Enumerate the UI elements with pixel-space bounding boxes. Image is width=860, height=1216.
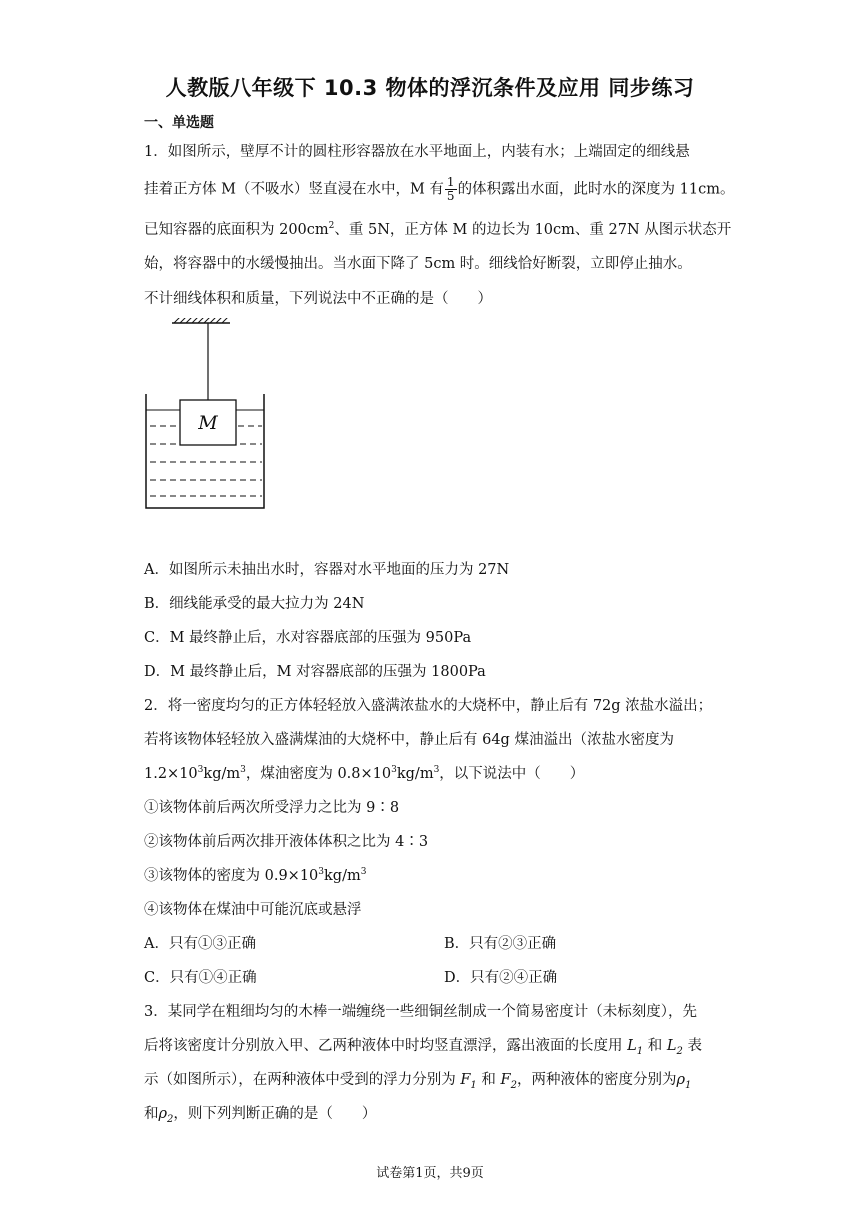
fraction-denominator: 5 bbox=[446, 189, 455, 203]
q1-option-d: D．M 最终静止后，M 对容器底部的压强为 1800Pa bbox=[144, 664, 486, 680]
fraction-one-fifth bbox=[445, 176, 457, 203]
q2-line-3d: kg/m bbox=[396, 766, 434, 782]
q2-statement-3b: kg/m bbox=[324, 868, 361, 884]
q2-statement-2: ②该物体前后两次排开液体体积之比为 4∶3 bbox=[144, 834, 429, 850]
var-l: L bbox=[627, 1038, 637, 1054]
section-heading: 一、单选题 bbox=[144, 115, 214, 131]
superscript: 3 bbox=[433, 765, 440, 776]
q2-statement-3a: ③该物体的密度为 0.9×10 bbox=[144, 868, 319, 884]
q3-line-2a: 后将该密度计分别放入甲、乙两种液体中时均竖直漂浮，露出液面的长度用 bbox=[144, 1038, 628, 1054]
q1-option-a: A．如图所示未抽出水时，容器对水平地面的压力为 27N bbox=[144, 562, 510, 578]
q1-line-2a: 挂着正方体 M（不吸水）竖直浸在水中，M 有 bbox=[144, 181, 444, 198]
superscript: 3 bbox=[360, 867, 367, 878]
q1-line-2b: 的体积露出水面，此时水的深度为 11cm。 bbox=[457, 181, 735, 198]
superscript: 3 bbox=[197, 765, 204, 776]
subscript: 2 bbox=[676, 1045, 683, 1057]
q2-line-3e: ，以下说法中（ ） bbox=[439, 766, 585, 782]
superscript: 3 bbox=[318, 867, 325, 878]
q3-line-4b: ，则下列判断正确的是（ ） bbox=[173, 1106, 377, 1122]
subscript: 1 bbox=[636, 1045, 644, 1057]
fraction-numerator: 1 bbox=[446, 175, 455, 189]
q2-line-3 bbox=[144, 762, 584, 783]
superscript: 3 bbox=[240, 765, 246, 776]
q2-option-b: B．只有②③正确 bbox=[444, 936, 557, 952]
subscript: 2 bbox=[510, 1079, 517, 1091]
q2-statement-3 bbox=[144, 864, 366, 885]
q1-option-c: C．M 最终静止后，水对容器底部的压强为 950Pa bbox=[144, 630, 472, 646]
var-l: L bbox=[666, 1038, 677, 1054]
var-f: F bbox=[500, 1072, 511, 1088]
var-f: F bbox=[460, 1072, 471, 1088]
subscript: 1 bbox=[684, 1079, 692, 1091]
var-rho: ρ bbox=[676, 1072, 685, 1088]
q3-line-2 bbox=[144, 1034, 702, 1057]
q3-and: 和 bbox=[643, 1038, 667, 1054]
q3-line-4a: 和 bbox=[144, 1106, 159, 1122]
q2-statement-4: ④该物体在煤油中可能沉底或悬浮 bbox=[144, 902, 362, 918]
q2-statement-1: ①该物体前后两次所受浮力之比为 9∶8 bbox=[144, 800, 400, 816]
q1-line-5: 不计细线体积和质量，下列说法中不正确的是（ ） bbox=[144, 291, 492, 307]
q2-option-d: D．只有②④正确 bbox=[444, 970, 558, 986]
subscript: 2 bbox=[167, 1113, 174, 1125]
q1-line-2 bbox=[144, 176, 735, 203]
q1-line-1: 1．如图所示，壁厚不计的圆柱形容器放在水平地面上，内装有水；上端固定的细线悬 bbox=[144, 144, 690, 160]
q2-line-1: 2．将一密度均匀的正方体轻轻放入盛满浓盐水的大烧杯中，静止后有 72g 浓盐水溢出； bbox=[144, 698, 713, 714]
q3-line-4 bbox=[144, 1102, 376, 1125]
q3-line-3b: 和 bbox=[476, 1072, 501, 1088]
q2-line-3c: ，煤油密度为 0.8×10 bbox=[245, 766, 392, 782]
container-figure bbox=[140, 318, 270, 518]
q3-line-3 bbox=[144, 1068, 691, 1091]
q1-option-b: B．细线能承受的最大拉力为 24N bbox=[144, 596, 365, 612]
page-title: 人教版八年级下 10.3 物体的浮沉条件及应用 同步练习 bbox=[165, 76, 695, 100]
superscript: 2 bbox=[328, 221, 335, 232]
q2-line-3a: 1.2×10 bbox=[144, 766, 198, 782]
q2-option-a: A．只有①③正确 bbox=[144, 936, 256, 952]
q3-line-3c: ，两种液体的密度分别为 bbox=[516, 1072, 677, 1088]
q2-option-c: C．只有①④正确 bbox=[144, 970, 257, 986]
page-footer: 试卷第1页，共9页 bbox=[376, 1166, 484, 1181]
q2-line-3b: kg/m bbox=[203, 766, 241, 782]
q3-line-2b: 表 bbox=[682, 1038, 702, 1054]
var-rho: ρ bbox=[158, 1106, 168, 1122]
q1-line-4: 始，将容器中的水缓慢抽出。当水面下降了 5cm 时。细线恰好断裂，立即停止抽水。 bbox=[144, 256, 692, 272]
q1-line-3a: 已知容器的底面积为 200cm bbox=[144, 222, 329, 238]
q2-line-2: 若将该物体轻轻放入盛满煤油的大烧杯中，静止后有 64g 煤油溢出（浓盐水密度为 bbox=[144, 732, 674, 748]
q1-line-3 bbox=[144, 218, 731, 239]
q3-line-3a: 示（如图所示），在两种液体中受到的浮力分别为 bbox=[144, 1072, 461, 1088]
subscript: 1 bbox=[470, 1079, 477, 1091]
superscript: 3 bbox=[391, 765, 397, 776]
cube-m-label: M bbox=[198, 412, 218, 434]
q3-line-1: 3．某同学在粗细均匀的木棒一端缠绕一些细铜丝制成一个简易密度计（未标刻度），先 bbox=[144, 1004, 697, 1020]
q1-line-3b: 、重 5N，正方体 M 的边长为 10cm、重 27N 从图示状态开 bbox=[334, 222, 732, 238]
